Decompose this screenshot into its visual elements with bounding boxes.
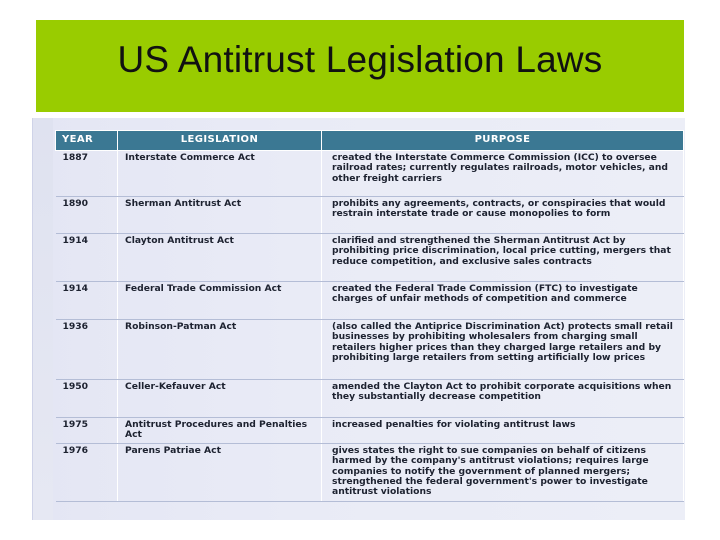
year-cell: 1890 [56, 197, 118, 234]
purpose-cell: increased penalties for violating antitrust laws [322, 418, 684, 444]
purpose-cell: gives states the right to sue companies on behalf of citizens harmed by the company's antitrust violations; requires large companies to notify the government of planned mergers; strengthened the federal government's power to investigate antitrust violations [322, 443, 684, 501]
table-row [56, 380, 684, 418]
title-bar [36, 20, 684, 112]
header-purpose: PURPOSE [322, 131, 684, 151]
legislation-cell: Parens Patriae Act [118, 443, 322, 501]
purpose-cell: created the Federal Trade Commission (FTC) to investigate charges of unfair methods of competition and commerce [322, 282, 684, 320]
purpose-cell: created the Interstate Commerce Commission (ICC) to oversee railroad rates; currently regulates railroads, motor vehicles, and other freight carriers [322, 151, 684, 197]
year-cell: 1950 [56, 380, 118, 418]
purpose-cell: prohibits any agreements, contracts, or conspiracies that would restrain interstate trade or cause monopolies to form [322, 197, 684, 234]
table-row [56, 443, 684, 501]
legislation-table [55, 130, 684, 502]
purpose-cell: amended the Clayton Act to prohibit corporate acquisitions when they substantially decrease competition [322, 380, 684, 418]
page-edge [33, 118, 53, 520]
scanned-table-image [32, 118, 685, 520]
table-row [56, 418, 684, 444]
header-year: YEAR [56, 131, 118, 151]
year-cell: 1975 [56, 418, 118, 444]
year-cell: 1914 [56, 234, 118, 282]
table-row [56, 282, 684, 320]
legislation-cell: Robinson-Patman Act [118, 320, 322, 380]
table-header-row [56, 131, 684, 151]
purpose-cell: clarified and strengthened the Sherman Antitrust Act by prohibiting price discrimination, local price cutting, mergers that reduce competition, and exclusive sales contracts [322, 234, 684, 282]
table-row [56, 151, 684, 197]
year-cell: 1914 [56, 282, 118, 320]
slide-title: US Antitrust Legislation Laws [117, 39, 603, 80]
table-row [56, 320, 684, 380]
legislation-cell: Celler-Kefauver Act [118, 380, 322, 418]
table-row [56, 197, 684, 234]
legislation-cell: Clayton Antitrust Act [118, 234, 322, 282]
legislation-cell: Sherman Antitrust Act [118, 197, 322, 234]
table-row [56, 234, 684, 282]
legislation-cell: Federal Trade Commission Act [118, 282, 322, 320]
year-cell: 1976 [56, 443, 118, 501]
legislation-cell: Antitrust Procedures and Penalties Act [118, 418, 322, 444]
year-cell: 1887 [56, 151, 118, 197]
legislation-cell: Interstate Commerce Act [118, 151, 322, 197]
year-cell: 1936 [56, 320, 118, 380]
purpose-cell: (also called the Antiprice Discrimination Act) protects small retail businesses by prohibiting wholesalers from charging small retailers higher prices than they charged large retailers and by prohibiting large retailers from setting artificially low prices [322, 320, 684, 380]
header-legislation: LEGISLATION [118, 131, 322, 151]
